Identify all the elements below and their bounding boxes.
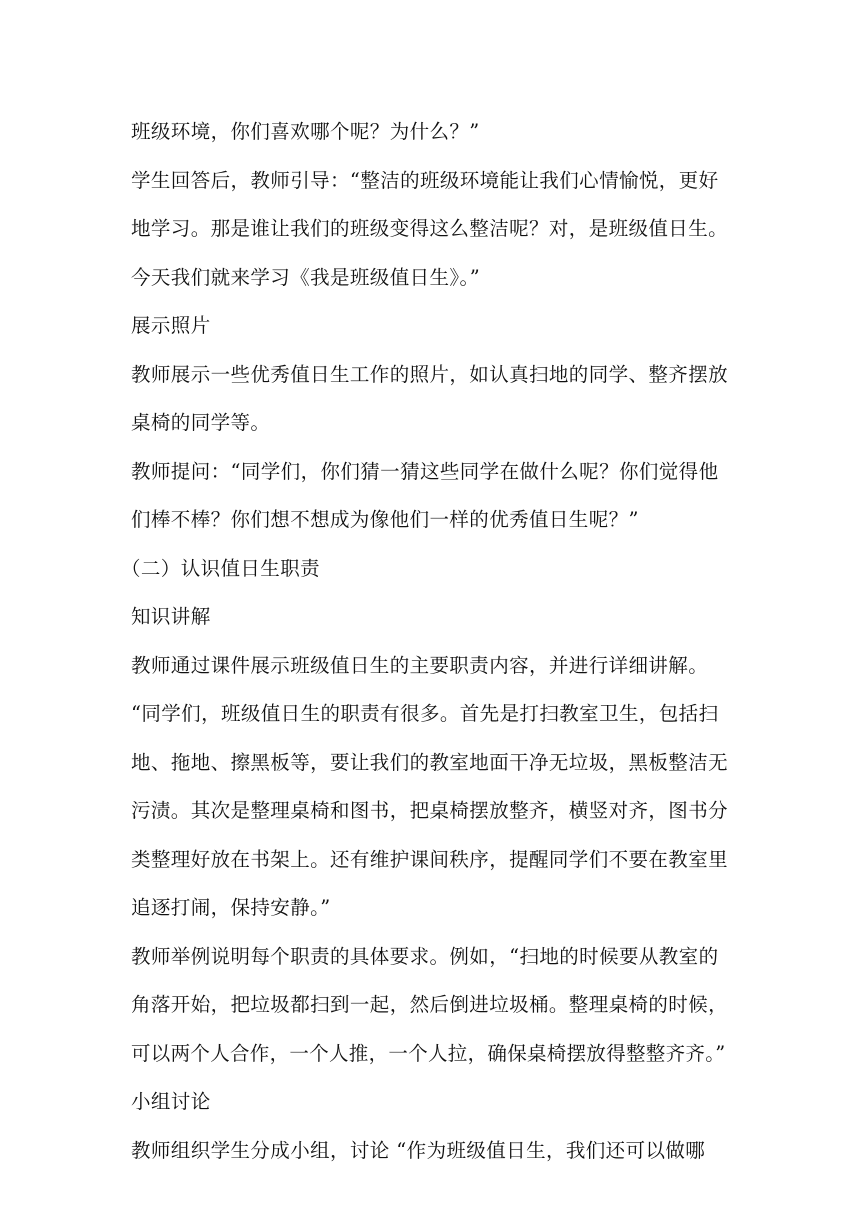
text-line: 可以两个人合作，一个人推，一个人拉，确保桌椅摆放得整整齐齐。”	[131, 1041, 726, 1065]
section-label: 展示照片	[131, 314, 211, 337]
document-body	[121, 108, 731, 1175]
text-line: 班级环境，你们喜欢哪个呢？为什么？”	[131, 120, 480, 143]
section-heading: （二）认识值日生职责	[121, 556, 321, 580]
text-line: 教师举例说明每个职责的具体要求。例如，“扫地的时候要从教室的	[131, 944, 719, 968]
text-line: 追逐打闹，保持安静。”	[131, 896, 331, 919]
text-line: 教师提问：“同学们，你们猜一猜这些同学在做什么呢？你们觉得他	[131, 459, 719, 483]
text-line: 污渍。其次是整理桌椅和图书，把桌椅摆放整齐，横竖对齐，图书分	[131, 799, 729, 822]
text-line: 教师组织学生分成小组，讨论 “作为班级值日生，我们还可以做哪	[131, 1138, 706, 1162]
text-line: 今天我们就来学习《我是班级值日生》。”	[131, 265, 481, 289]
text-line: 类整理好放在书架上。还有维护课间秩序，提醒同学们不要在教室里	[131, 847, 729, 871]
text-line: 教师通过课件展示班级值日生的主要职责内容，并进行详细讲解。	[131, 653, 709, 677]
text-line: 教师展示一些优秀值日生工作的照片，如认真扫地的同学、整齐摆放	[131, 362, 729, 386]
text-line: 地学习。那是谁让我们的班级变得这么整洁呢？对，是班级值日生。	[131, 217, 729, 240]
text-line: 们棒不棒？你们想不想成为像他们一样的优秀值日生呢？”	[131, 508, 639, 531]
text-line: 学生回答后，教师引导：“整洁的班级环境能让我们心情愉悦，更好	[131, 168, 719, 192]
section-label: 小组讨论	[131, 1090, 211, 1113]
text-line: 地、拖地、擦黑板等，要让我们的教室地面干净无垃圾，黑板整洁无	[131, 750, 729, 774]
section-label: 知识讲解	[131, 605, 211, 628]
text-line: 桌椅的同学等。	[131, 411, 271, 434]
text-line: 角落开始，把垃圾都扫到一起，然后倒进垃圾桶。整理桌椅的时候，	[131, 993, 729, 1016]
text-line: “同学们，班级值日生的职责有很多。首先是打扫教室卫生，包括扫	[131, 702, 719, 725]
